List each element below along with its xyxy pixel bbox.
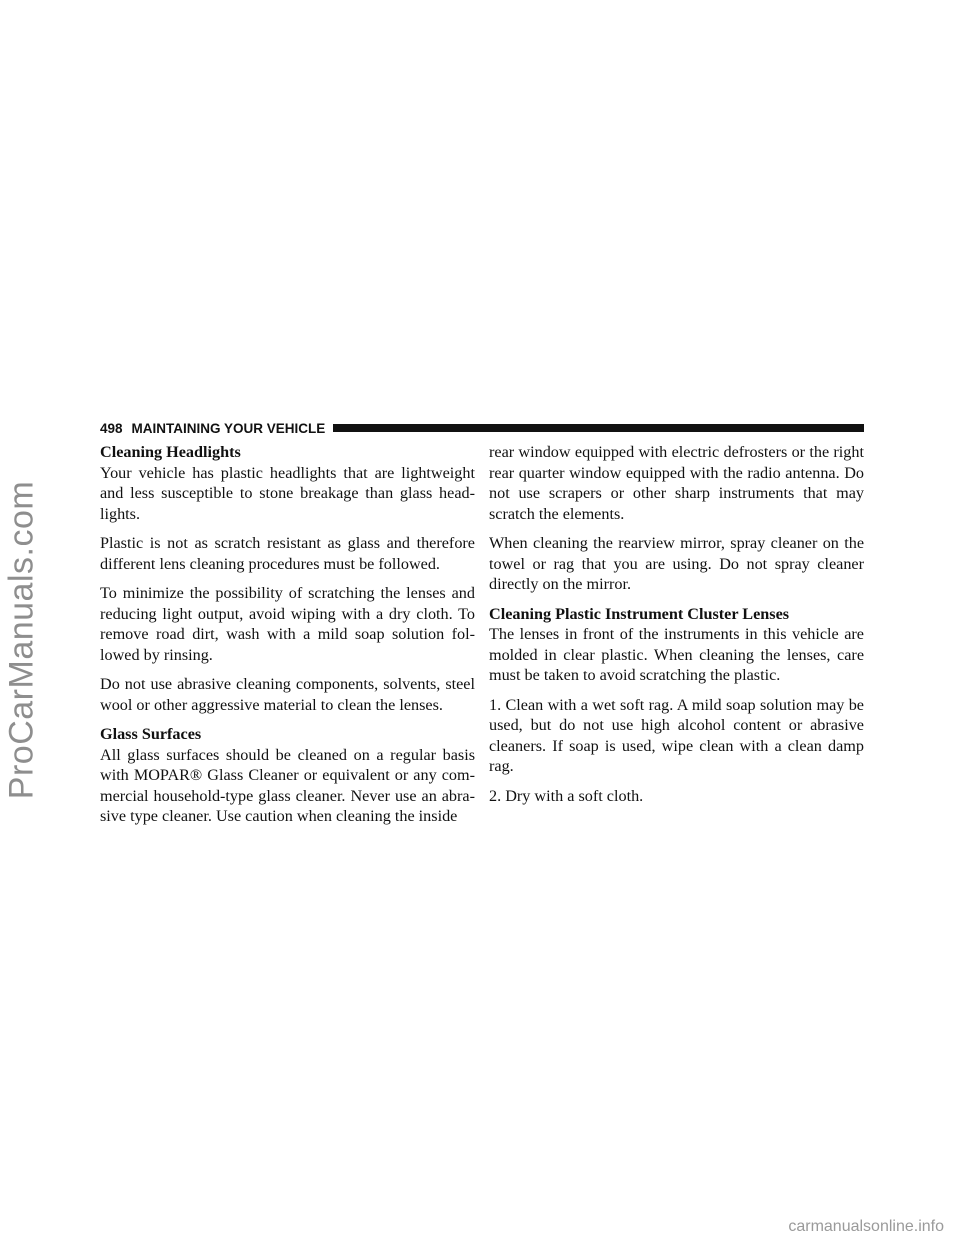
page-number: 498 bbox=[100, 420, 123, 436]
paragraph: Your vehicle has plastic headlights that are lightweight and less susceptible to stone breakage than glass head-lights. bbox=[100, 463, 475, 523]
paragraph: Plastic is not as scratch resistant as glass and therefore different lens cleaning procedures must be followed. bbox=[100, 534, 475, 573]
paragraph: The lenses in front of the instruments in this vehicle are molded in clear plastic. When cleaning the lenses, care must be taken to avoid scratching the plastic. bbox=[489, 625, 864, 684]
right-column bbox=[489, 442, 864, 815]
footer-watermark: carmanualsonline.info bbox=[788, 1218, 944, 1235]
header-rule bbox=[333, 424, 864, 432]
heading-instrument-cluster-lenses: Cleaning Plastic Instrument Cluster Lenses bbox=[489, 604, 790, 623]
page-header bbox=[100, 419, 864, 437]
paragraph: All glass surfaces should be cleaned on a regular basis with MOPAR® Glass Cleaner or equivalent or any com-mercial household-type glass cleaner. Never use an abra-sive type cleaner. Use caution when cleaning the inside bbox=[100, 745, 475, 825]
heading-cleaning-headlights: Cleaning Headlights bbox=[100, 443, 241, 461]
section-title: MAINTAINING YOUR VEHICLE bbox=[131, 420, 326, 436]
step-1: 1. Clean with a wet soft rag. A mild soap solution may be used, but do not use high alcohol content or abrasive cleaners. If soap is used, wipe clean with a clean damp rag. bbox=[489, 695, 864, 775]
paragraph: To minimize the possibility of scratching the lenses and reducing light output, avoid wiping with a dry cloth. To remove road dirt, wash with a mild soap solution fol-lowed by rinsing. bbox=[100, 584, 475, 664]
paragraph: When cleaning the rearview mirror, spray cleaner on the towel or rag that you are using. Do not spray cleaner directly on the mirror. bbox=[489, 534, 864, 593]
left-column bbox=[100, 442, 475, 836]
paragraph: Do not use abrasive cleaning components, solvents, steel wool or other aggressive material to clean the lenses. bbox=[100, 675, 475, 714]
heading-glass-surfaces: Glass Surfaces bbox=[100, 725, 202, 743]
side-watermark-text: ProCarManuals.com bbox=[2, 480, 41, 800]
paragraph: rear window equipped with electric defrosters or the right rear quarter window equipped with the radio antenna. Do not use scrapers or other sharp instruments that may scratch the elements. bbox=[489, 443, 864, 523]
step-2: 2. Dry with a soft cloth. bbox=[489, 786, 644, 805]
